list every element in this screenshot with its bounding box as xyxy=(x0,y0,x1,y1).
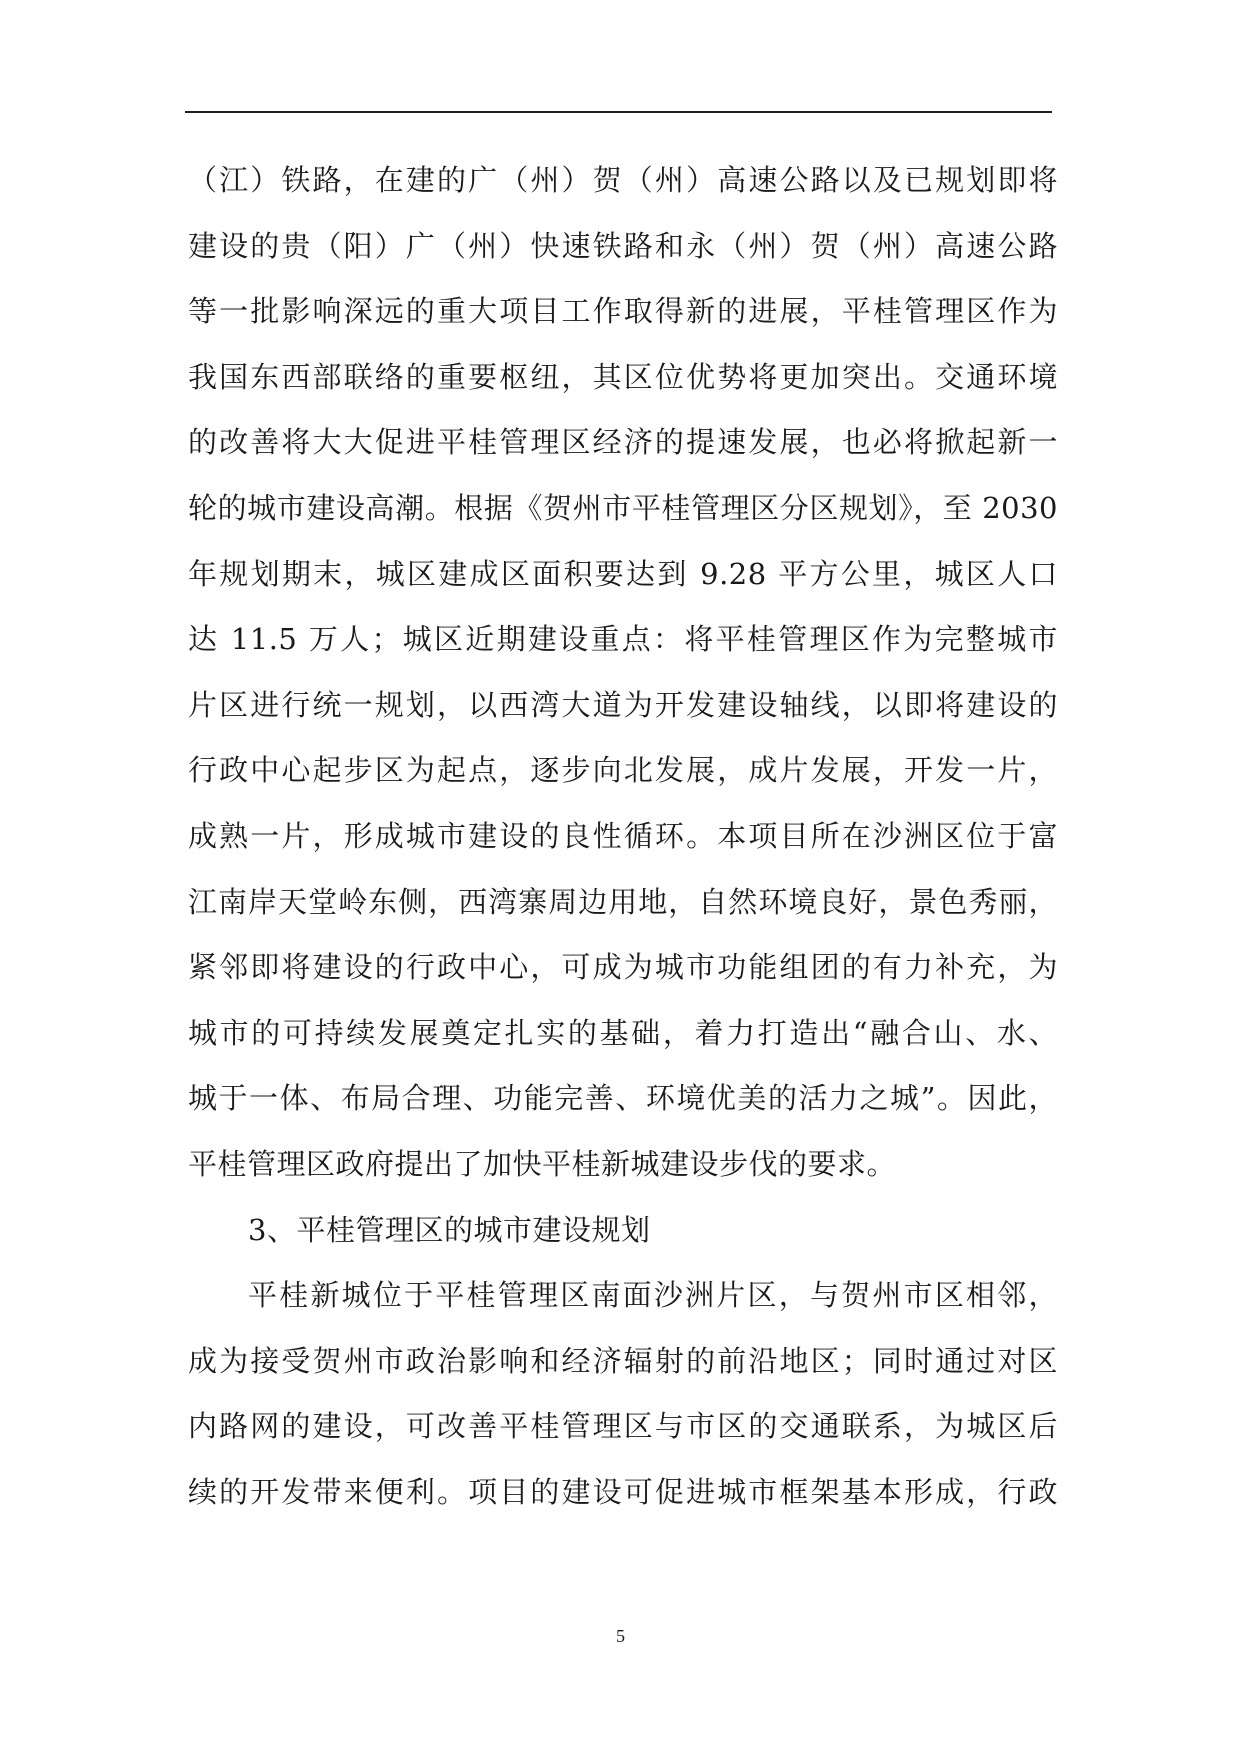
text-line: 城市的可持续发展奠定扎实的基础，着力打造出“融合山、水、 xyxy=(188,1015,1058,1050)
header-rule xyxy=(185,111,1052,113)
text-line: 内路网的建设，可改善平桂管理区与市区的交通联系，为城区后 xyxy=(188,1409,1058,1444)
text-line: 平桂管理区政府提出了加快平桂新城建设步伐的要求。 xyxy=(188,1146,897,1181)
text-line: （江）铁路，在建的广（州）贺（州）高速公路以及已规划即将 xyxy=(188,163,1058,197)
text-line: 续的开发带来便利。项目的建设可促进城市框架基本形成，行政 xyxy=(188,1474,1058,1509)
text-line: 片区进行统一规划，以西湾大道为开发建设轴线，以即将建设的 xyxy=(188,687,1058,722)
text-line: 的改善将大大促进平桂管理区经济的提速发展，也必将掀起新一 xyxy=(188,425,1058,460)
text-line: 江南岸天堂岭东侧，西湾寨周边用地，自然环境良好，景色秀丽， xyxy=(188,884,1058,919)
text-line: 我国东西部联络的重要枢纽，其区位优势将更加突出。交通环境 xyxy=(188,359,1058,394)
section-heading: 3、平桂管理区的城市建设规划 xyxy=(248,1212,651,1247)
body-text xyxy=(188,148,1058,1525)
text-line: 行政中心起步区为起点，逐步向北发展，成片发展，开发一片， xyxy=(188,753,1058,788)
text-line: 平桂新城位于平桂管理区南面沙洲片区，与贺州市区相邻， xyxy=(248,1278,1058,1313)
text-line: 等一批影响深远的重大项目工作取得新的进展，平桂管理区作为 xyxy=(188,294,1058,329)
text-line: 城于一体、布局合理、功能完善、环境优美的活力之城”。因此， xyxy=(188,1081,1058,1116)
text-line: 紧邻即将建设的行政中心，可成为城市功能组团的有力补充，为 xyxy=(188,950,1058,985)
page-number: 5 xyxy=(616,1626,625,1646)
text-line: 轮的城市建设高潮。根据《贺州市平桂管理区分区规划》，至 2030 xyxy=(188,490,1058,525)
text-line: 达 11.5 万人；城区近期建设重点：将平桂管理区作为完整城市 xyxy=(188,622,1058,657)
text-line: 年规划期末，城区建成区面积要达到 9.28 平方公里，城区人口 xyxy=(188,556,1058,591)
text-line: 建设的贵（阳）广（州）快速铁路和永（州）贺（州）高速公路 xyxy=(188,228,1058,263)
text-line: 成为接受贺州市政治影响和经济辐射的前沿地区；同时通过对区 xyxy=(188,1343,1058,1378)
text-line: 成熟一片，形成城市建设的良性循环。本项目所在沙洲区位于富 xyxy=(188,818,1058,853)
